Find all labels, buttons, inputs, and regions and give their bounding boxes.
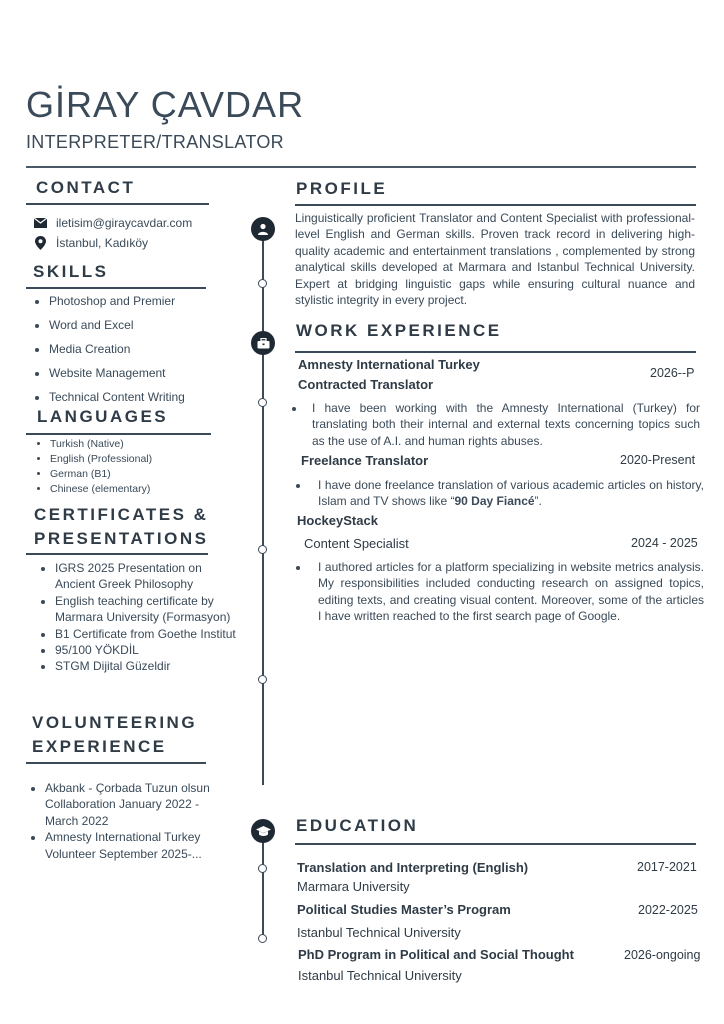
volunteering-heading [32,711,197,759]
graduation-cap-icon [256,826,271,837]
certificates-heading [34,503,209,551]
certificates-list [37,560,240,675]
timeline-node [258,934,267,943]
volunteering-heading-line-1: VOLUNTEERING [32,713,198,732]
education-divider [295,843,696,845]
timeline-node [258,398,267,407]
timeline-node [258,864,267,873]
timeline-node [258,675,267,684]
profile-heading: PROFILE [296,179,388,198]
list-item: • Photoshop and Premier [49,289,239,313]
contact-location: İstanbul, Kadıköy [56,236,149,250]
job-role: Contracted Translator [298,377,434,392]
contact-location-row [35,236,148,250]
job-org: Amnesty International Turkey [298,357,480,372]
education-date: 2022-2025 [638,903,698,917]
list-item: • Turkish (Native) [50,437,240,452]
profile-divider [295,204,696,206]
list-item: • I authored articles for a platform specializing in website metrics analysis. My responsibilities included conducting research on assigned topics, editing texts, and creating visual content. Moreover, some of the articles I have written reached to the first search page of Google. [310,559,704,625]
resume-name: GİRAY ÇAVDAR [26,84,305,125]
job-date: 2026--P [650,366,695,380]
education-degree: PhD Program in Political and Social Thought [298,947,574,962]
skills-heading: SKILLS [33,262,109,281]
work-divider [295,351,696,353]
certificates-divider [26,553,208,555]
certificates-heading-line-2: PRESENTATIONS [34,529,209,548]
volunteering-list [27,780,230,862]
list-item: • I have been working with the Amnesty International (Turkey) for translating both their internal and external texts concerning topics such as the use of A.I. and human rights abuses. [306,400,700,449]
timeline-line [262,228,264,785]
contact-heading: CONTACT [36,178,136,197]
job-description [292,477,704,510]
volunteering-heading-line-2: EXPERIENCE [32,737,167,756]
job-role: Freelance Translator [301,453,429,468]
contact-email[interactable]: iletisim@giraycavdar.com [56,216,193,230]
profile-summary: Linguistically proficient Translator and Content Specialist with professional-level English and German skills. Proven track record in delivering high-quality academic and entertainment translations , complemented by strong analytical skills developed at Marmara and Istanbul Technical University. Expert at bridging linguistic gaps while ensuring cultural nuance and stylistic integrity in every project. [295,211,695,308]
education-degree: Political Studies Master’s Program [297,902,511,917]
work-badge [251,331,275,355]
education-badge [251,819,275,843]
timeline-node [258,279,267,288]
job-date: 2024 - 2025 [631,536,698,550]
job-role: Content Specialist [304,536,409,551]
location-pin-icon [35,236,46,250]
languages-heading: LANGUAGES [37,407,169,426]
languages-divider [26,433,211,435]
list-item: • B1 Certificate from Goethe Institut [55,626,240,642]
header-divider [26,166,696,168]
list-item: • Technical Content Writing [49,385,239,409]
contact-email-row [34,216,192,230]
contact-divider [26,203,209,205]
education-school: Marmara University [297,879,410,894]
list-item: • Akbank - Çorbada Tuzun olsun Collaboration January 2022 - March 2022 [45,780,230,829]
education-degree: Translation and Interpreting (English) [297,860,529,875]
languages-list [32,437,240,497]
list-item: • STGM Dijital Güzeldir [55,658,240,674]
list-item: • Amnesty International Turkey Volunteer September 2025-... [45,829,230,862]
list-item: • Word and Excel [49,313,239,337]
briefcase-icon [257,338,270,349]
job-description [292,559,704,625]
list-item: • Chinese (elementary) [50,482,240,497]
education-school: Istanbul Technical University [297,925,461,940]
volunteering-divider [26,762,206,764]
timeline-node [258,545,267,554]
email-icon [34,218,47,228]
list-item: • English teaching certificate by Marmara University (Formasyon) [55,593,240,626]
work-heading: WORK EXPERIENCE [296,321,502,340]
user-icon [257,223,269,235]
certificates-heading-line-1: CERTIFICATES & [34,505,209,524]
job-description-text: I have done freelance translation of various academic articles on history, Islam and TV shows like “ [318,478,704,509]
list-item [310,477,704,510]
timeline-line-education [262,830,264,940]
list-item: • Website Management [49,361,239,385]
job-org: HockeyStack [297,513,378,528]
skills-list [31,289,239,409]
education-heading: EDUCATION [296,816,419,835]
list-item: • English (Professional) [50,452,240,467]
education-date: 2026-ongoing [624,948,701,962]
job-date: 2020-Present [620,453,696,467]
resume-title: INTERPRETER/TRANSLATOR [26,132,284,152]
job-description [288,400,700,449]
list-item: • German (B1) [50,467,240,482]
list-item: • Media Creation [49,337,239,361]
education-school: Istanbul Technical University [298,968,462,983]
job-description-text-end: ”. [534,494,542,509]
list-item: • IGRS 2025 Presentation on Ancient Greek Philosophy [55,560,240,593]
education-date: 2017-2021 [637,860,697,874]
list-item: • 95/100 YÖKDİL [55,642,240,658]
show-title: 90 Day Fiancé [454,494,535,509]
profile-badge [251,217,275,241]
